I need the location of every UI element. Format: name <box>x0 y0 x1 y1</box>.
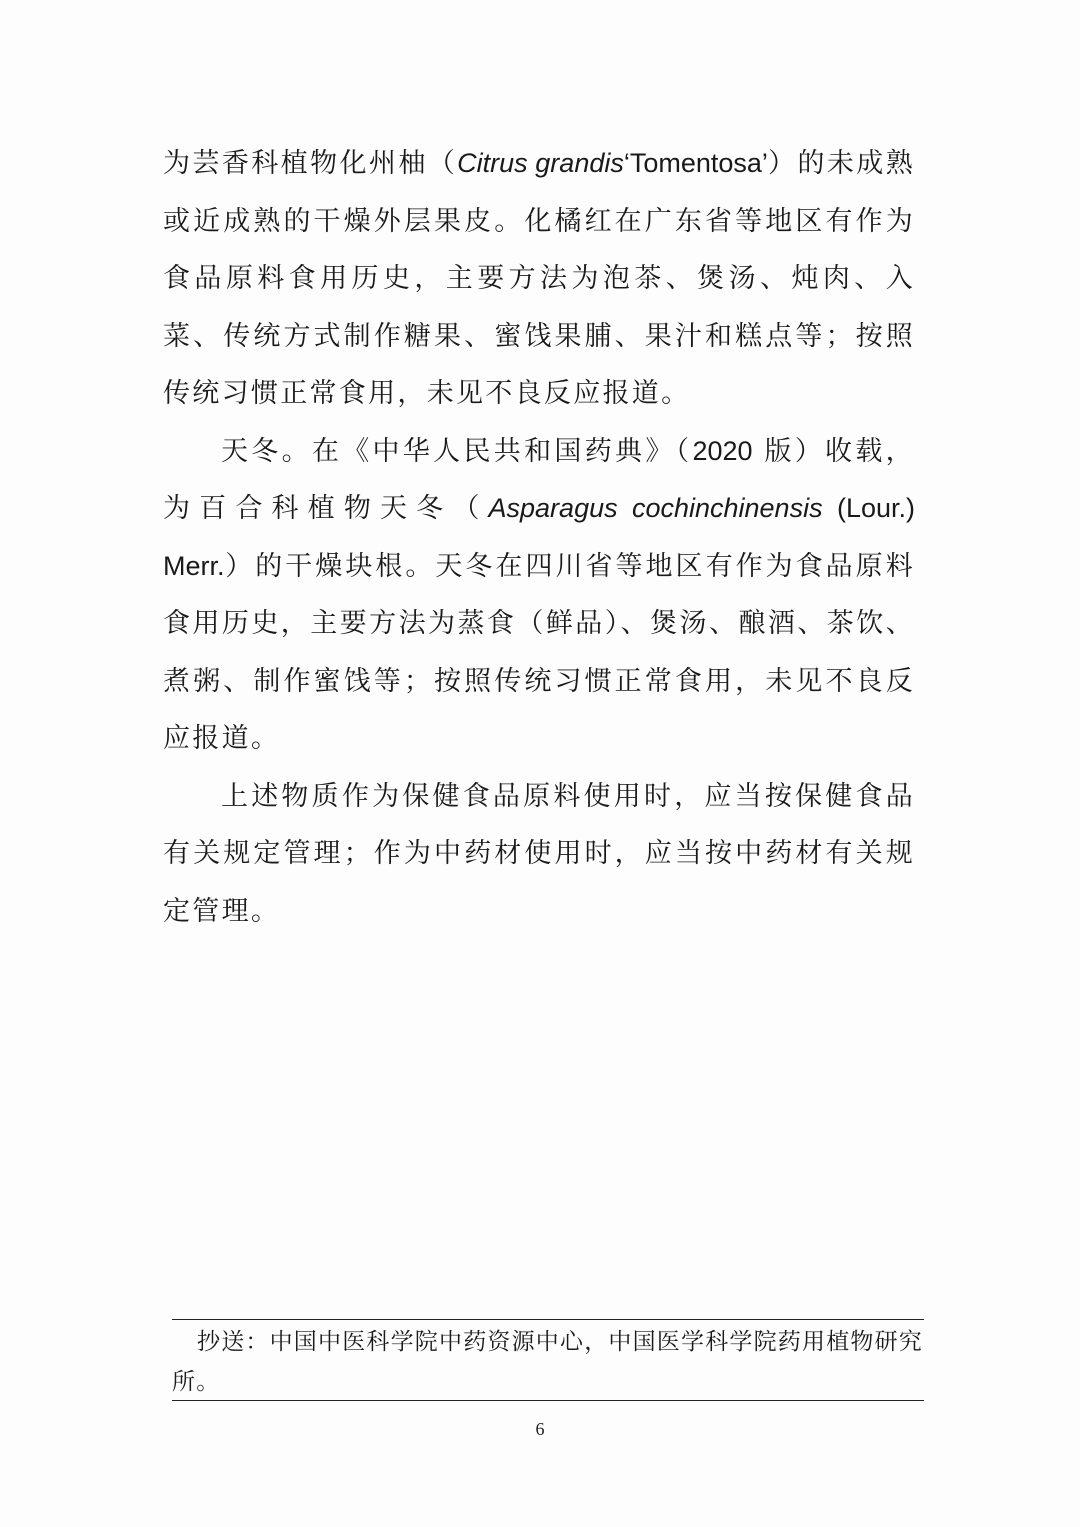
text-segment: 版）收载，为百合科植物天冬（ <box>163 435 915 524</box>
cc-bottom-rule <box>172 1400 924 1401</box>
cc-block <box>172 1322 924 1402</box>
text-segment: ）的干燥块根。天冬在四川省等地区有作为食品原料食用历史，主要方法为蒸食（鲜品）、煲汤、酿酒、茶饮、煮粥、制作蜜饯等；按照传统习惯正常食用，未见不良反应报道。 <box>163 550 915 754</box>
species-name: Citrus grandis <box>457 148 624 178</box>
edition-year: 2020 <box>692 435 753 466</box>
text-segment: 为芸香科植物化州柚（ <box>163 148 458 179</box>
paragraph-regulation <box>163 768 915 941</box>
species-name: Asparagus cochinchinensis <box>488 493 823 523</box>
latin-name <box>457 148 624 178</box>
paragraph-hua-ju-hong <box>163 135 915 423</box>
body-text <box>163 135 915 940</box>
cultivar-name: ‘Tomentosa’ <box>623 148 768 178</box>
author-citation: (Lour.) Merr. <box>163 493 915 581</box>
text-segment: ）的未成熟或近成熟的干燥外层果皮。化橘红在广东省等地区有作为食品原料食用历史，主要方法为泡茶、煲汤、炖肉、入菜、传统方式制作糖果、蜜饯果脯、果汁和糕点等；按照传统习惯正常食用，未见不良反应报道。 <box>163 148 916 409</box>
cc-top-rule <box>172 1319 924 1320</box>
paragraph-tian-dong <box>163 423 915 768</box>
text-segment: 天冬。在《中华人民共和国药典》（ <box>221 435 693 467</box>
latin-name <box>489 493 823 523</box>
cc-text: 抄送：中国中医科学院中药资源中心，中国医学科学院药用植物研究所。 <box>172 1329 923 1395</box>
page-number: 6 <box>535 1419 545 1439</box>
text-segment: 上述物质作为保健食品原料使用时，应当按保健食品有关规定管理；作为中药材使用时，应当按中药材有关规定管理。 <box>163 780 915 927</box>
